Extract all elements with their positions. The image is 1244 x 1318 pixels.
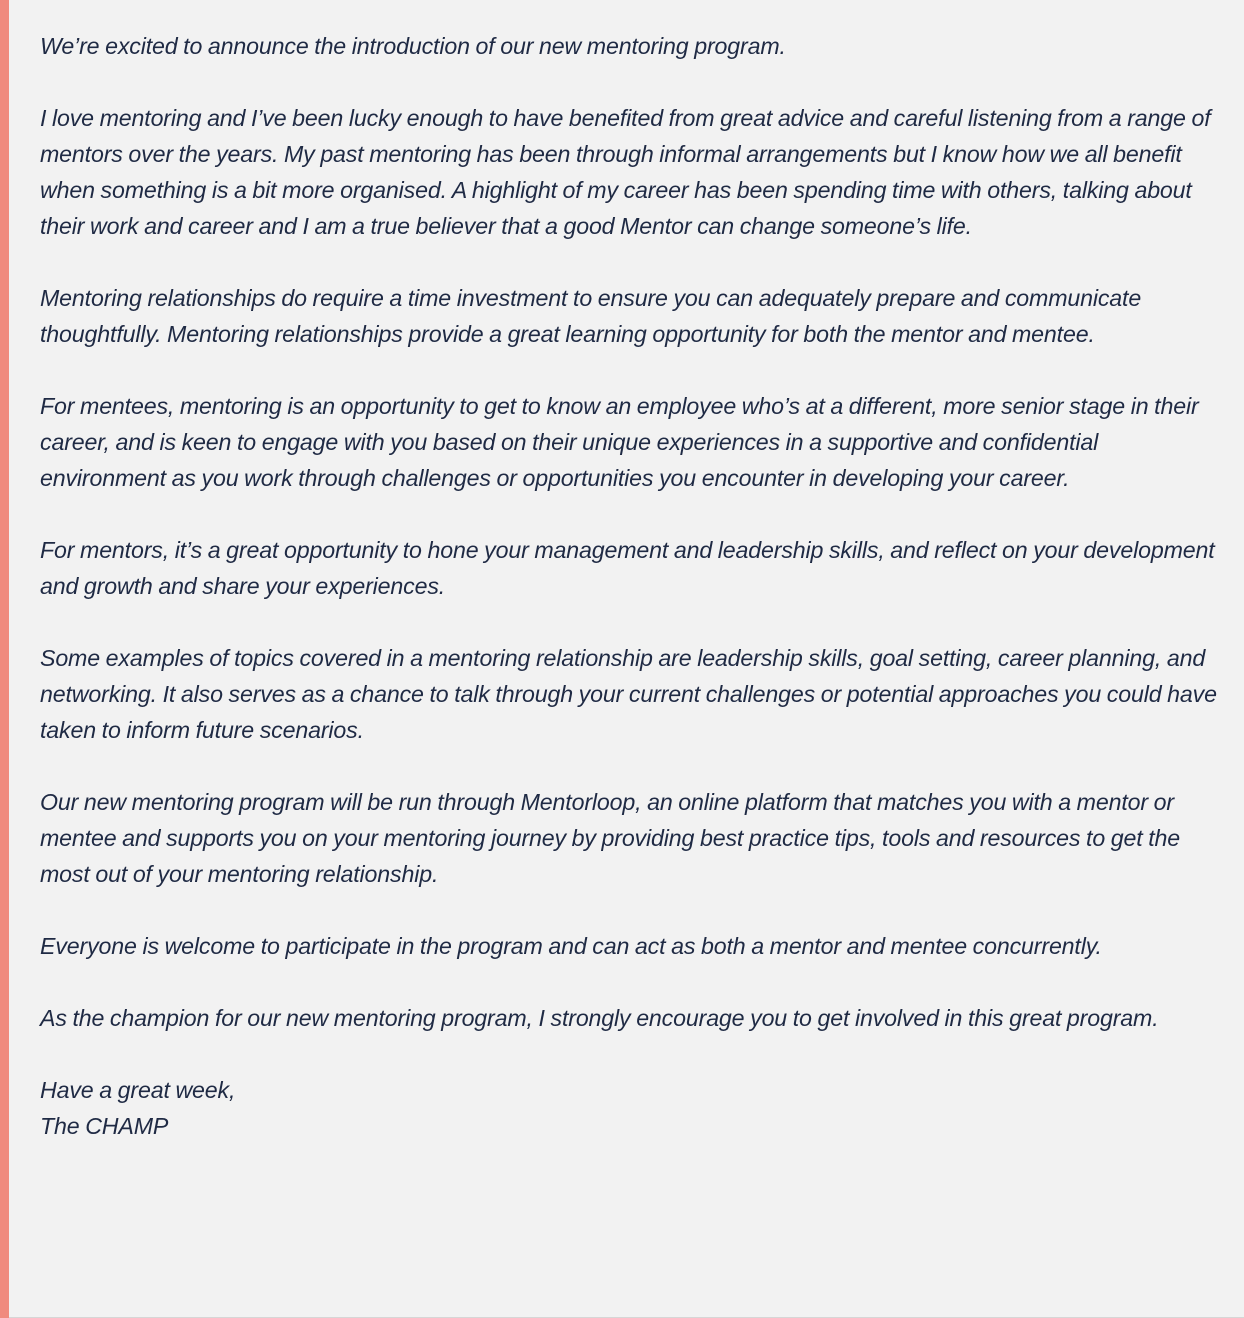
closing-line: Have a great week, — [40, 1077, 236, 1103]
message-body — [40, 28, 1224, 1144]
paragraph-everyone-welcome: Everyone is welcome to participate in the program and can act as both a mentor and mentee concurrently. — [40, 933, 1102, 959]
paragraph-time-investment: Mentoring relationships do require a time investment to ensure you can adequately prepare and communicate thoughtfully. Mentoring relationships provide a great learning opportunity for both the mentor and mentee. — [40, 285, 1142, 347]
paragraph-announcement: We’re excited to announce the introduction of our new mentoring program. — [40, 33, 786, 59]
paragraph-for-mentors: For mentors, it’s a great opportunity to hone your management and leadership skills, and reflect on your development and growth and share your experiences. — [40, 537, 1215, 599]
paragraph-love-mentoring: I love mentoring and I’ve been lucky enough to have benefited from great advice and careful listening from a range of mentors over the years. My past mentoring has been through informal arrangements but I know how we all benefit when something is a bit more organised. A highlight of my career has been spending time with others, talking about their work and career and I am a true believer that a good Mentor can change someone’s life. — [40, 105, 1211, 239]
signoff — [40, 1072, 1224, 1144]
quote-accent-bar — [0, 0, 9, 1318]
paragraph-mentorloop: Our new mentoring program will be run through Mentorloop, an online platform that matches you with a mentor or mentee and supports you on your mentoring journey by providing best practice tips, tools and resources to get the most out of your mentoring relationship. — [40, 789, 1181, 887]
signature: The CHAMP — [40, 1113, 169, 1139]
paragraph-topic-examples: Some examples of topics covered in a mentoring relationship are leadership skills, goal setting, career planning, and networking. It also serves as a chance to talk through your current challenges or potential approaches you could have taken to inform future scenarios. — [40, 645, 1217, 743]
paragraph-for-mentees: For mentees, mentoring is an opportunity to get to know an employee who’s at a different, more senior stage in their career, and is keen to engage with you based on their unique experiences in a supportive and confidential environment as you work through challenges or opportunities you encounter in developing your career. — [40, 393, 1199, 491]
paragraph-champion: As the champion for our new mentoring program, I strongly encourage you to get involved in this great program. — [40, 1005, 1159, 1031]
